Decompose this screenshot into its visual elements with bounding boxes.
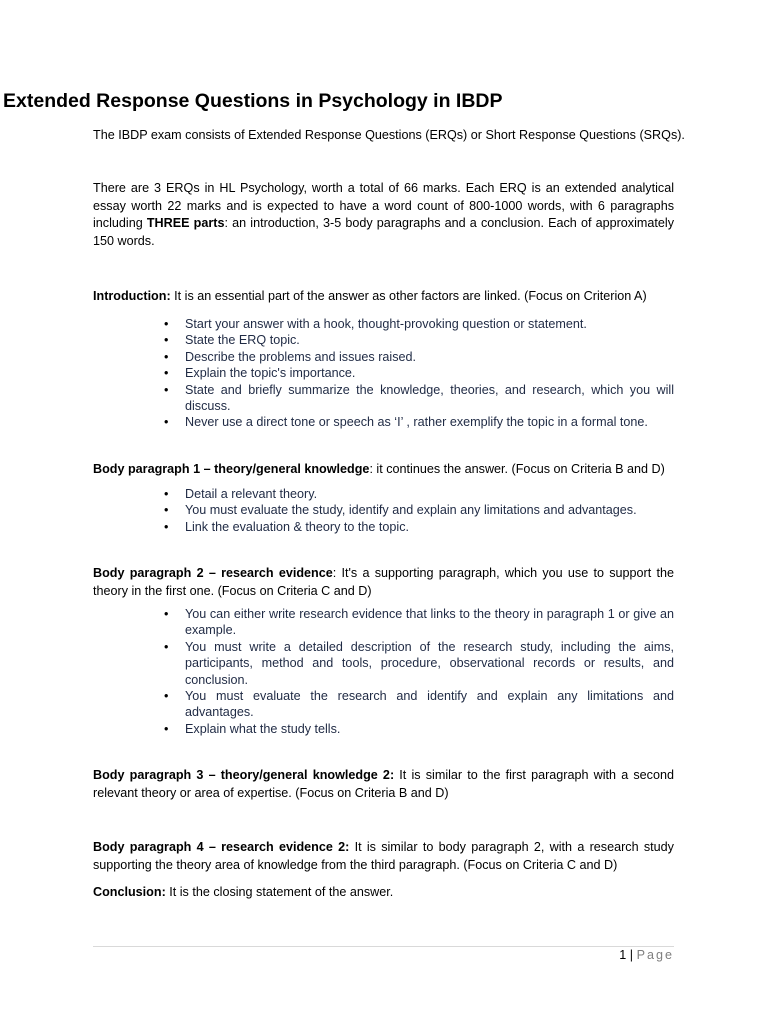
page-footer	[619, 948, 674, 962]
body-paragraph-4	[93, 839, 674, 874]
conclusion-text: It is the closing statement of the answer.	[165, 885, 394, 899]
body-paragraph-2-heading	[93, 565, 674, 600]
conclusion-label: Conclusion:	[93, 885, 166, 899]
overview-bold-text: THREE parts	[146, 216, 225, 230]
list-item: • Detail a relevant theory.	[164, 487, 318, 501]
introduction-bullet-list	[164, 316, 674, 431]
page-number: 1	[619, 948, 627, 962]
body3-text: It is similar to the first paragraph with a second relevant theory or area of expertise. (Focus on Criteria B and D)	[93, 768, 674, 800]
introduction-heading	[93, 288, 674, 306]
list-item: • You can either write research evidence that links to the theory in paragraph 1 or give an example.	[164, 607, 674, 638]
list-item: • Explain the topic's importance.	[164, 366, 356, 381]
overview-text-end: : an introduction, 3-5 body paragraphs and a conclusion. Each of approximately 150 words.	[93, 216, 674, 248]
list-item: • Never use a direct tone or speech as ‘I’ , rather exemplify the topic in a formal tone.	[164, 415, 648, 430]
list-item: • You must write a detailed description of the research study, including the aims, participants, method and tools, procedure, observational records or results, and conclusion.	[164, 639, 674, 687]
body4-label: Body paragraph 4 – research evidence 2:	[93, 840, 350, 854]
body1-text: : it continues the answer. (Focus on Criteria B and D)	[369, 462, 665, 476]
body-paragraph-3	[93, 767, 674, 802]
list-item: • State the ERQ topic.	[164, 333, 300, 348]
body2-text: : It's a supporting paragraph, which you use to support the theory in the first one. (Focus on Criteria C and D)	[93, 566, 674, 598]
list-item: • Start your answer with a hook, thought-provoking question or statement.	[164, 317, 587, 331]
body3-label: Body paragraph 3 – theory/general knowledge 2:	[93, 768, 395, 782]
footer-separator: |	[626, 948, 637, 962]
list-item: • You must evaluate the research and identify and explain any limitations and advantages.	[164, 689, 674, 720]
list-item: • State and briefly summarize the knowledge, theories, and research, which you will discuss.	[164, 382, 674, 414]
document-title: Extended Response Questions in Psychology in IBDP	[3, 90, 503, 112]
body2-bullet-list	[164, 606, 674, 737]
introduction-text: It is an essential part of the answer as other factors are linked. (Focus on Criterion A)	[170, 289, 647, 303]
page-word: Page	[636, 948, 674, 962]
list-item: • Link the evaluation & theory to the topic.	[164, 519, 410, 534]
introduction-label: Introduction:	[93, 289, 171, 303]
body1-label: Body paragraph 1 – theory/general knowledge	[93, 462, 370, 476]
conclusion-paragraph	[93, 884, 674, 902]
list-item: • Explain what the study tells.	[164, 721, 341, 736]
list-item: • You must evaluate the study, identify and explain any limitations and advantages.	[164, 503, 637, 518]
exam-overview-line: The IBDP exam consists of Extended Response Questions (ERQs) or Short Response Questions (SRQs).	[93, 128, 685, 142]
erq-overview-paragraph	[93, 180, 674, 250]
overview-text: There are 3 ERQs in HL Psychology, worth a total of 66 marks. Each ERQ is an extended analytical essay worth 22 marks and is expected to have a word count of 800-1000 words, with 6 paragraphs including	[93, 181, 674, 230]
body-paragraph-1-heading	[93, 461, 674, 479]
body1-bullet-list	[164, 486, 674, 535]
footer-divider	[93, 946, 674, 947]
body2-label: Body paragraph 2 – research evidence	[93, 566, 333, 580]
body4-text: It is similar to body paragraph 2, with a research study supporting the theory area of knowledge from the third paragraph. (Focus on Criteria C and D)	[93, 840, 674, 872]
list-item: • Describe the problems and issues raised.	[164, 349, 416, 364]
